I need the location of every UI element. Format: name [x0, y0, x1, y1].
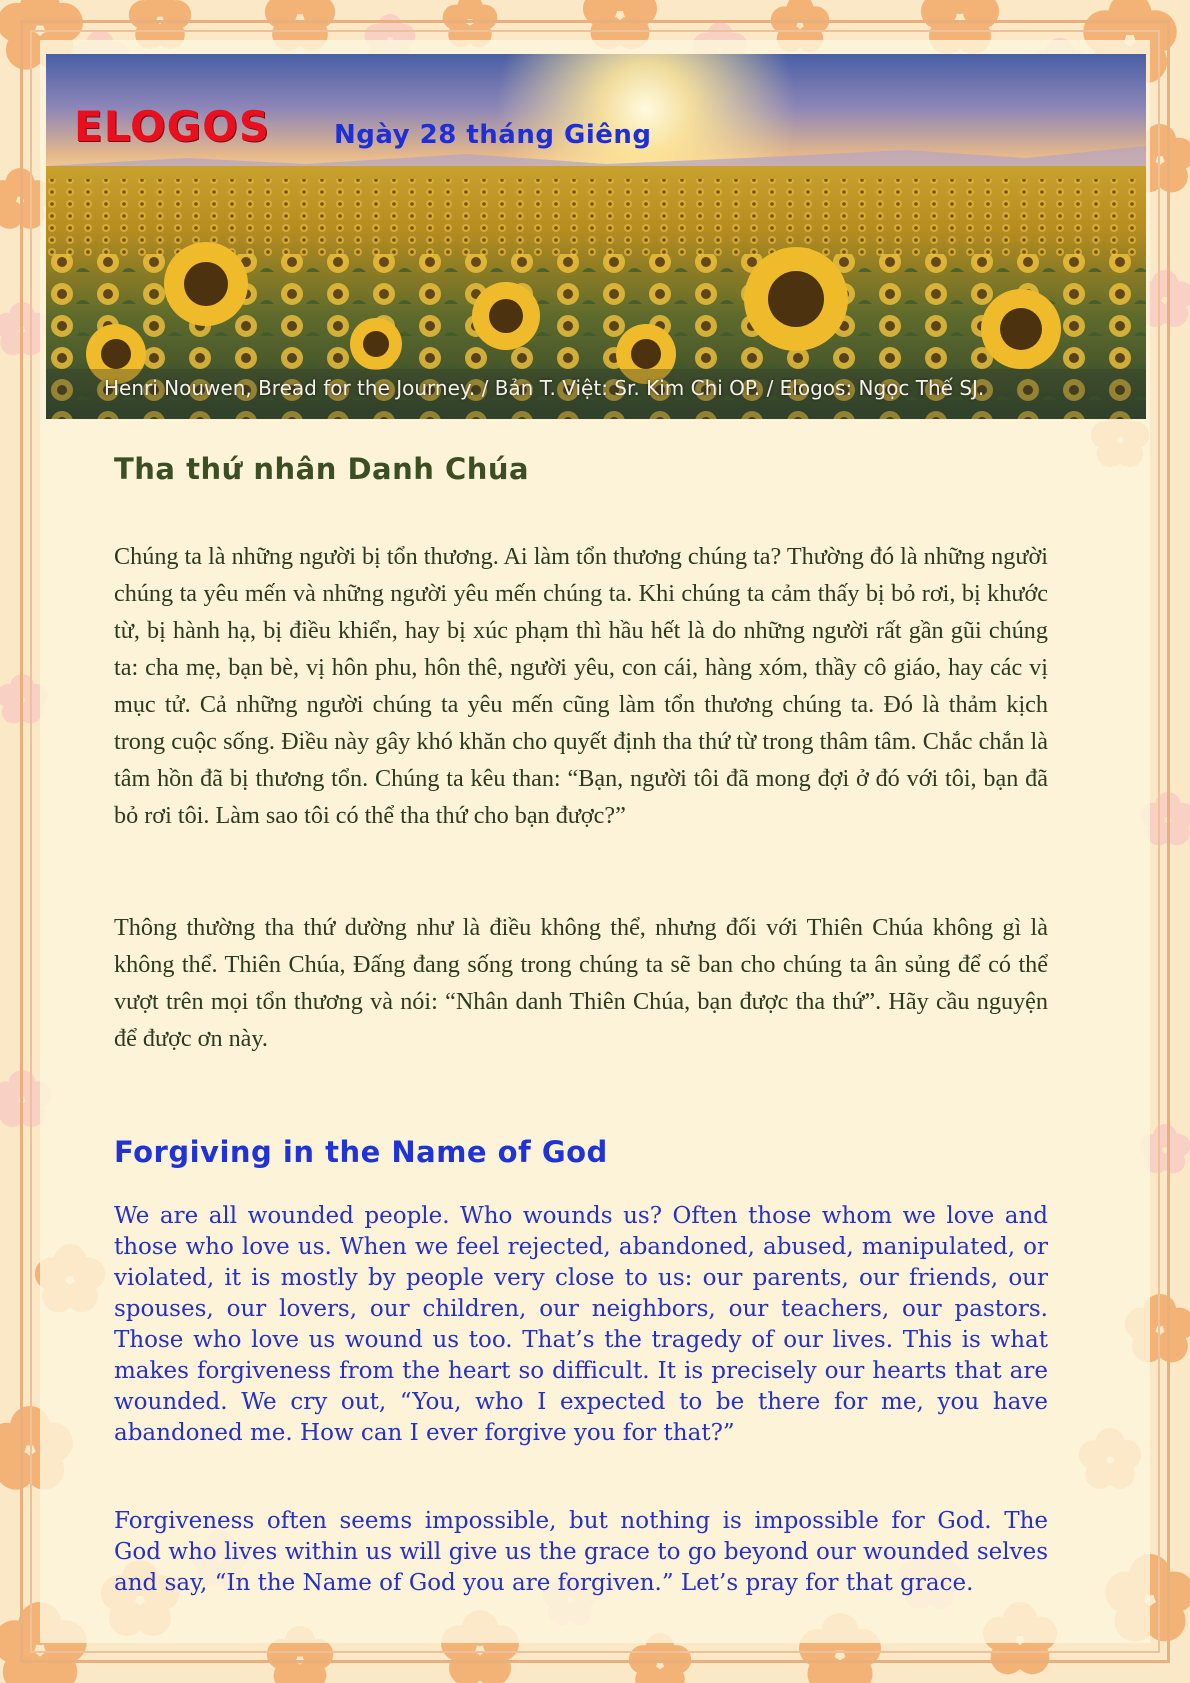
paragraph-english-1: We are all wounded people. Who wounds us? Often those whom we love and those who love us. When we feel rejected, abandoned, abused, manipulated, or violated, it is mostly by people very close to us: our parents, our friends, our spouses, our lovers, our children, our neighbors, our teachers, our pastors. Those who love us wound us too. That’s the tragedy of our lives. This is what makes forgiveness from the heart so difficult. It is precisely our hearts that are wounded. We cry out, “You, who I expected to be there for me, you have abandoned me. How can I ever forgive you for that?” — [114, 1203, 1048, 1446]
title-english: Forgiving in the Name of God — [114, 1135, 608, 1169]
paragraph-english-2: Forgiveness often seems impossible, but nothing is impossible for God. The God who lives within us will give us the grace to go beyond our wounded selves and say, “In the Name of God you are forgiven.” Let’s pray for that grace. — [114, 1508, 1048, 1596]
date-heading: Ngày 28 tháng Giêng — [334, 120, 652, 150]
brand-logo-text: ELOGOS — [74, 102, 271, 151]
title-vietnamese: Tha thứ nhân Danh Chúa — [114, 452, 530, 486]
source-credit: Henri Nouwen, Bread for the Journey. / Bản T. Việt: Sr. Kim Chi OP. / Elogos: Ngọc Thế SJ. — [104, 376, 985, 400]
paragraph-vietnamese-1: Chúng ta là những người bị tổn thương. Ai làm tổn thương chúng ta? Thường đó là những người chúng ta yêu mến và những người yêu mến chúng ta. Khi chúng ta cảm thấy bị bỏ rơi, bị khước từ, bị hành hạ, bị điều khiển, hay bị xúc phạm thì hầu hết là do những người rất gần gũi chúng ta: cha mẹ, bạn bè, vị hôn phu, hôn thê, người yêu, con cái, hàng xóm, thầy cô giáo, hay các vị mục tử. Cả những người chúng ta yêu mến cũng làm tổn thương chúng ta. Đó là thảm kịch trong cuộc sống. Điều này gây khó khăn cho quyết định tha thứ từ trong thâm tâm. Chắc chắn là tâm hồn đã bị thương tổn. Chúng ta kêu than: “Bạn, người tôi đã mong đợi ở đó với tôi, bạn đã bỏ rơi tôi. Làm sao tôi có thể tha thứ cho bạn được?” — [114, 543, 1048, 829]
paragraph-vietnamese-2: Thông thường tha thứ dường như là điều không thể, nhưng đối với Thiên Chúa không gì là không thể. Thiên Chúa, Đấng đang sống trong chúng ta sẽ ban cho chúng ta ân sủng để có thể vượt trên mọi tổn thương và nói: “Nhân danh Thiên Chúa, bạn được tha thứ”. Hãy cầu nguyện để được ơn này. — [114, 914, 1048, 1052]
header-banner — [46, 54, 1146, 419]
